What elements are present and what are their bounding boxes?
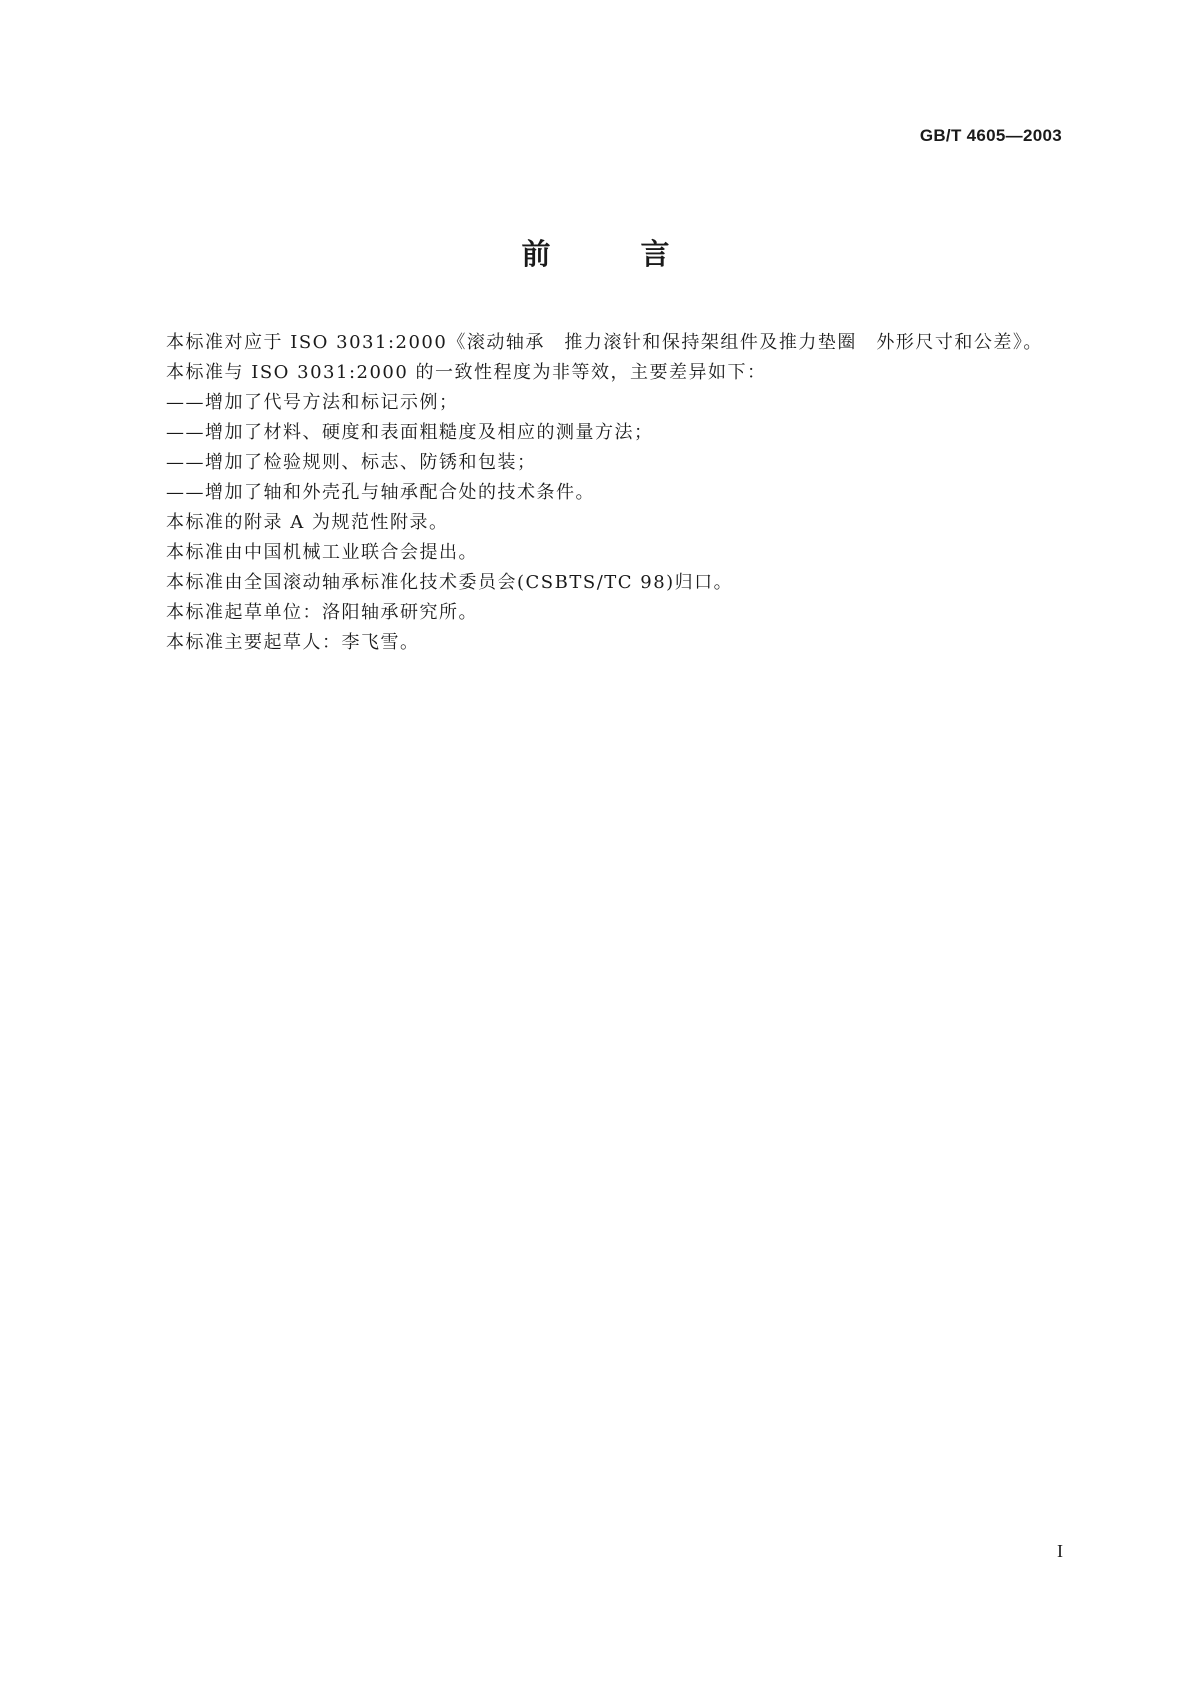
- paragraph-correspondence: 本标准对应于 ISO 3031:2000《滚动轴承 推力滚针和保持架组件及推力垫圈 外形尺寸和公差》。: [166, 332, 1043, 353]
- paragraph-consistency: 本标准与 ISO 3031:2000 的一致性程度为非等效，主要差异如下：: [166, 362, 767, 383]
- paragraph-committee: 本标准由全国滚动轴承标准化技术委员会(CSBTS/TC 98)归口。: [166, 572, 734, 593]
- paragraph-annex: 本标准的附录 A 为规范性附录。: [166, 512, 449, 533]
- standard-code: GB/T 4605—2003: [919, 126, 1062, 145]
- paragraph-proposer: 本标准由中国机械工业联合会提出。: [166, 542, 478, 563]
- list-item-difference: ——增加了检验规则、标志、防锈和包装；: [166, 452, 537, 473]
- page-number: I: [1057, 1541, 1063, 1561]
- paragraph-drafter: 本标准主要起草人：李飞雪。: [166, 632, 420, 653]
- page-title: 前 言: [521, 237, 710, 271]
- foreword-body: [130, 328, 1060, 658]
- list-item-difference: ——增加了材料、硬度和表面粗糙度及相应的测量方法；: [166, 422, 654, 443]
- list-item-difference: ——增加了代号方法和标记示例；: [166, 392, 459, 413]
- list-item-difference: ——增加了轴和外壳孔与轴承配合处的技术条件。: [166, 482, 595, 503]
- paragraph-drafting-unit: 本标准起草单位：洛阳轴承研究所。: [166, 602, 478, 623]
